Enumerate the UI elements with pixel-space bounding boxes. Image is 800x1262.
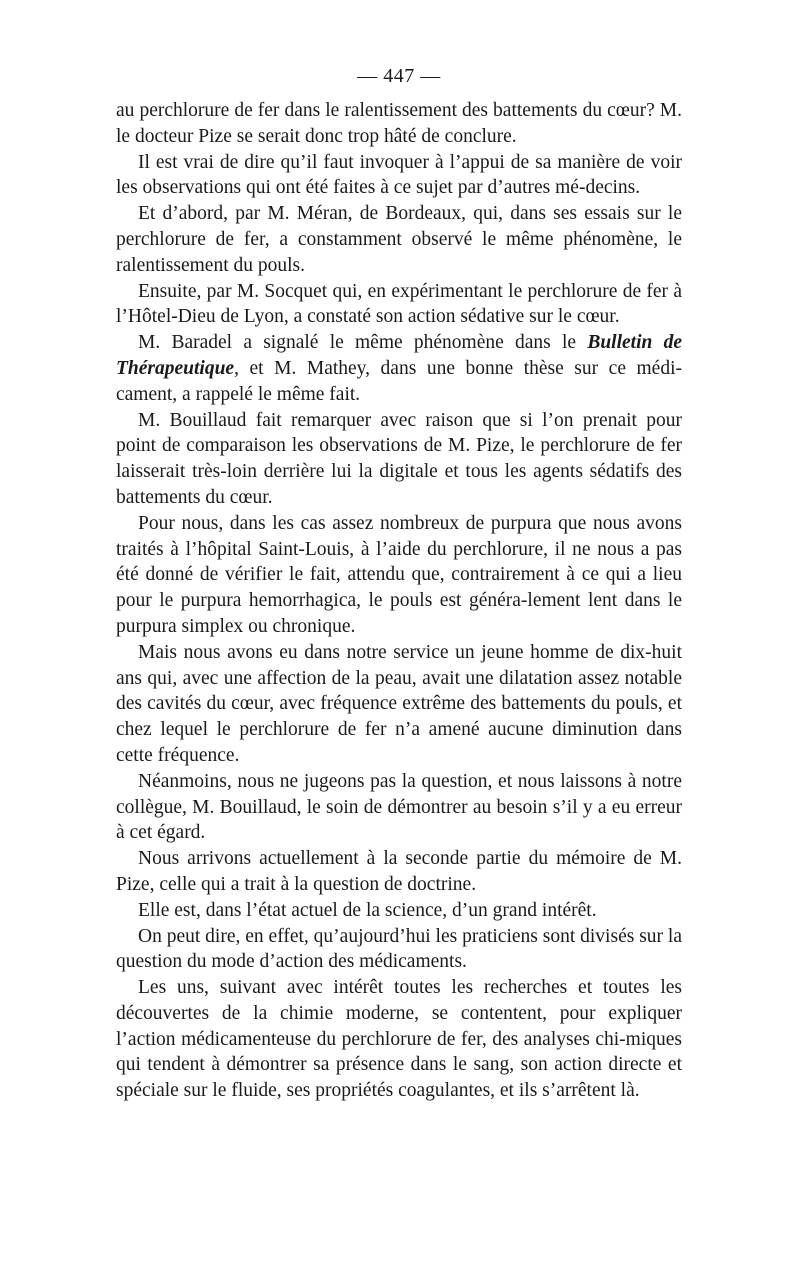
paragraph <box>116 511 682 640</box>
paragraph <box>116 846 682 898</box>
paragraph <box>116 150 682 202</box>
paragraph-text: On peut dire, en effet, qu’aujourd’hui les praticiens sont divisés sur la question du mode d’action des médicaments. <box>116 925 682 973</box>
page-number: — 447 — <box>357 65 441 87</box>
paragraph <box>116 330 682 407</box>
book-page <box>116 56 682 1104</box>
paragraph-text: , et M. Mathey, dans une bonne thèse sur ce médi-cament, a rappelé le même fait. <box>116 357 682 405</box>
paragraph-text: M. Bouillaud fait remarquer avec raison que si l’on prenait pour point de comparaison les observations de M. Pize, le perchlorure de fer laisserait très-loin derrière lui la digitale et tous les agents sédatifs des battements du cœur. <box>116 409 682 508</box>
page-body-text <box>116 98 682 1104</box>
paragraph-text: Il est vrai de dire qu’il faut invoquer à l’appui de sa manière de voir les observations qui ont été faites à ce sujet par d’autres mé-decins. <box>116 151 682 199</box>
paragraph-text: Et d’abord, par M. Méran, de Bordeaux, qui, dans ses essais sur le perchlorure de fer, a constamment observé le même phénomène, le ralentissement du pouls. <box>116 203 682 276</box>
paragraph <box>116 924 682 976</box>
paragraph <box>116 98 682 150</box>
paragraph-text: M. Baradel a signalé le même phénomène dans le <box>138 332 588 354</box>
paragraph-text: Nous arrivons actuellement à la seconde partie du mémoire de M. Pize, celle qui a trait à la question de doctrine. <box>116 848 682 895</box>
paragraph-text: au perchlorure de fer dans le ralentissement des battements du cœur? M. le docteur Pize se serait donc trop hâté de conclure. <box>116 100 682 147</box>
paragraph-text: Les uns, suivant avec intérêt toutes les recherches et toutes les découvertes de la chimie moderne, se contentent, pour expliquer l’action médicamenteuse du perchlorure de fer, des analyses chi-miques qui tendent à démontrer sa présence dans le sang, son action directe et spéciale sur le fluide, ses propriétés coagulantes, et ils s’arrêtent là. <box>116 977 682 1102</box>
paragraph <box>116 640 682 769</box>
paragraph <box>116 201 682 278</box>
paragraph <box>116 279 682 331</box>
paragraph-text: Elle est, dans l’état actuel de la science, d’un grand intérêt. <box>138 899 597 921</box>
paragraph-text: Néanmoins, nous ne jugeons pas la question, et nous laissons à notre collègue, M. Bouillaud, le soin de démontrer au besoin s’il y a eu erreur à cet égard. <box>116 770 682 844</box>
paragraph <box>116 975 682 1104</box>
paragraph-text: Ensuite, par M. Socquet qui, en expérimentant le perchlorure de fer à l’Hôtel-Dieu de Lyon, a constaté son action sédative sur le cœur. <box>116 280 682 328</box>
italic-title-text: Bulletin de Thérapeutique <box>116 332 682 379</box>
paragraph <box>116 769 682 846</box>
paragraph <box>116 898 682 924</box>
paragraph-text: Mais nous avons eu dans notre service un jeune homme de dix-huit ans qui, avec une affection de la peau, avait une dilatation assez notable des cavités du cœur, avec fréquence extrême des battements du pouls, et chez lequel le perchlorure de fer n’a amené aucune diminution dans cette fréquence. <box>116 641 682 766</box>
paragraph-text: Pour nous, dans les cas assez nombreux de purpura que nous avons traités à l’hôpital Saint-Louis, à l’aide du perchlorure, il ne nous a pas été donné de vérifier le fait, attendu que, contrairement à ce qui a lieu pour le purpura hemorrhagica, le pouls est généra-lement lent dans le purpura simplex ou chronique. <box>116 512 682 637</box>
paragraph <box>116 408 682 511</box>
